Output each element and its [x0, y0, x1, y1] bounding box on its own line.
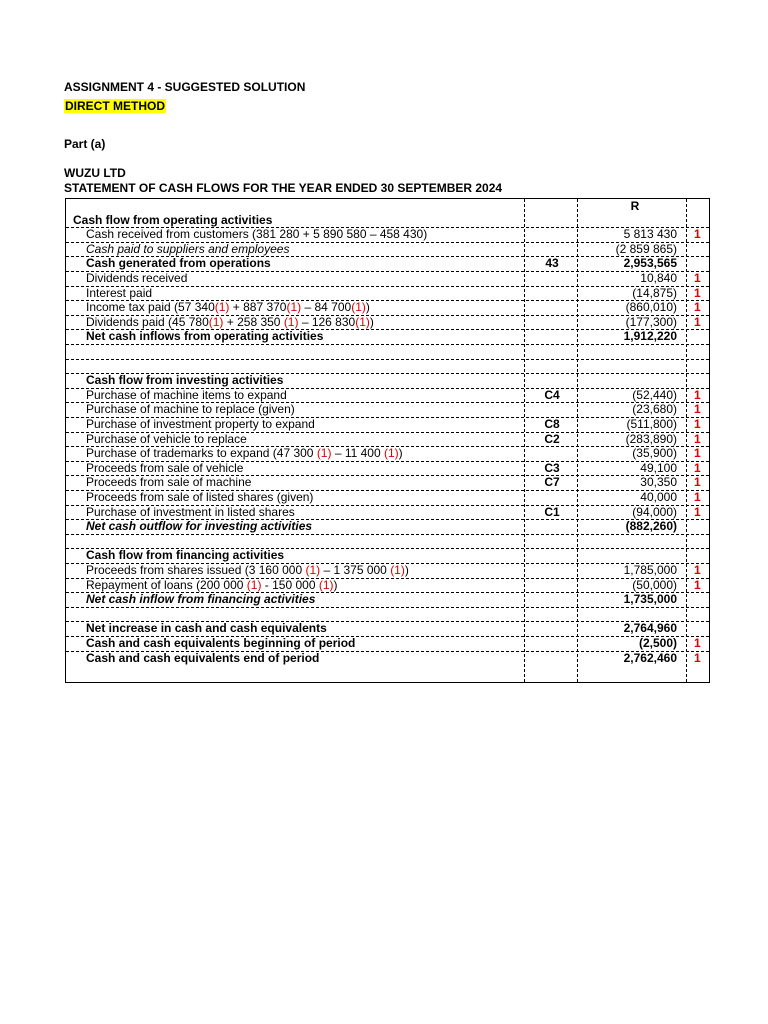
description-text: – 126 830 — [298, 314, 356, 329]
description-text: Cash and cash equivalents end of period — [86, 650, 320, 665]
table-row — [66, 433, 709, 448]
description-text: Purchase of investment property to expand — [86, 417, 315, 431]
row-description — [86, 549, 284, 563]
row-amount: (177,300) — [625, 314, 677, 329]
row-note-ref: C3 — [544, 460, 560, 475]
table-row — [66, 520, 709, 535]
description-text: ) — [404, 563, 409, 577]
description-text: Proceeds from sale of vehicle — [86, 460, 244, 475]
description-text: + 258 350 — [223, 314, 284, 329]
row-mark: 1 — [694, 387, 701, 402]
row-description — [86, 564, 409, 578]
row-mark: 1 — [694, 504, 701, 519]
mark-allocation: (1) — [390, 563, 405, 577]
description-text: Proceeds from shares issued (3 160 000 — [86, 563, 306, 577]
description-text: ) — [398, 446, 403, 461]
part-label: Part (a) — [64, 137, 106, 151]
row-description — [86, 476, 251, 490]
row-amount: (35,900) — [632, 446, 677, 461]
cash-flow-table — [65, 198, 710, 683]
row-description — [73, 214, 272, 228]
row-description — [86, 491, 313, 505]
row-mark: 1 — [694, 475, 701, 490]
description-text: Net increase in cash and cash equivalents — [86, 621, 327, 636]
row-amount: (50,000) — [632, 577, 677, 592]
row-note-ref: C1 — [544, 504, 560, 519]
row-amount: (283,890) — [625, 431, 677, 446]
description-text: Dividends paid (45 780 — [86, 314, 209, 329]
description-text: Cash flow from investing activities — [86, 373, 284, 388]
row-mark: 1 — [694, 431, 701, 446]
row-mark: 1 — [694, 460, 701, 475]
row-amount: 2,762,460 — [623, 650, 677, 665]
row-amount: (2,500) — [638, 636, 677, 650]
table-row — [66, 316, 709, 331]
description-text: Net cash inflows from operating activities — [86, 329, 324, 344]
row-note-ref: 43 — [545, 256, 559, 271]
mark-allocation: (1) — [208, 314, 224, 329]
mark-allocation: (1) — [355, 314, 370, 329]
row-mark: 1 — [694, 636, 701, 650]
row-amount: 1,912,220 — [623, 329, 677, 344]
row-mark: 1 — [694, 402, 701, 417]
row-amount: 2,953,565 — [623, 256, 677, 271]
description-text: ) — [369, 314, 374, 329]
row-amount: 49,100 — [640, 460, 677, 475]
row-amount: (882,260) — [625, 519, 677, 534]
row-amount: 1,785,000 — [623, 563, 677, 577]
row-amount: (2 859 865) — [615, 241, 677, 256]
description-text: Interest paid — [86, 285, 153, 300]
row-description — [86, 389, 287, 403]
description-text: Income tax paid (57 340 — [86, 300, 215, 315]
description-text: – 84 700 — [301, 300, 352, 315]
statement-title: STATEMENT OF CASH FLOWS FOR THE YEAR ENDED 30 SEPTEMBER 2024 — [64, 181, 503, 195]
table-row — [66, 608, 709, 623]
table-row — [66, 272, 709, 287]
description-text: Cash received from customers (381 280 + 5 890 580 – 458 430) — [86, 227, 428, 242]
description-text: Purchase of machine items to expand — [86, 387, 287, 402]
table-row — [66, 403, 709, 418]
row-amount: 5 813 430 — [623, 227, 677, 242]
description-text: Net cash inflow from financing activities — [86, 592, 316, 607]
row-description — [86, 272, 187, 286]
table-row — [66, 330, 709, 345]
table-row — [66, 462, 709, 477]
description-text: – 1 375 000 — [320, 563, 391, 577]
description-text: Cash flow from financing activities — [86, 548, 285, 563]
row-mark: 1 — [694, 227, 701, 242]
row-amount: 40,000 — [640, 490, 677, 504]
table-row — [66, 564, 709, 579]
description-text: Cash flow from operating activities — [73, 212, 273, 227]
row-description — [86, 287, 152, 301]
row-description — [86, 330, 323, 344]
description-text: Purchase of machine to replace (given) — [86, 402, 295, 417]
description-text: Purchase of investment in listed shares — [86, 504, 295, 519]
row-mark: 1 — [694, 417, 701, 431]
table-row — [66, 506, 709, 521]
mark-allocation: (1) — [246, 577, 262, 592]
mark-allocation: (1) — [286, 300, 302, 315]
row-description — [86, 433, 247, 447]
row-description — [86, 462, 243, 476]
mark-allocation: (1) — [351, 300, 366, 315]
table-row — [66, 257, 709, 272]
row-amount: (14,875) — [632, 285, 677, 300]
row-description — [86, 403, 295, 417]
row-amount: 1,735,000 — [623, 592, 677, 607]
row-mark: 1 — [694, 490, 701, 504]
table-row — [66, 535, 709, 550]
row-description — [86, 622, 327, 636]
description-text: Dividends received — [86, 271, 188, 285]
row-description — [86, 301, 370, 315]
description-text: ) — [333, 577, 338, 592]
table-row — [66, 418, 709, 433]
table-row — [66, 476, 709, 491]
row-mark: 1 — [694, 285, 701, 300]
row-mark: 1 — [694, 577, 701, 592]
description-text: Cash generated from operations — [86, 256, 271, 271]
description-text: Proceeds from sale of listed shares (given) — [86, 490, 314, 504]
mark-allocation: (1) — [318, 577, 334, 592]
row-amount: (23,680) — [632, 402, 677, 417]
row-description — [86, 579, 338, 593]
row-description — [86, 228, 427, 242]
description-text: Cash and cash equivalents beginning of period — [86, 636, 356, 650]
row-note-ref: C2 — [544, 431, 560, 446]
description-text: Repayment of loans (200 000 — [86, 577, 247, 592]
row-amount: (511,800) — [626, 417, 677, 431]
row-description — [86, 243, 289, 257]
row-description — [86, 316, 374, 330]
table-row — [66, 447, 709, 462]
table-row — [66, 374, 709, 389]
description-text: ) — [365, 300, 370, 315]
row-mark: 1 — [694, 300, 701, 315]
method-highlight: DIRECT METHOD — [65, 99, 165, 113]
row-amount: (860,010) — [625, 300, 677, 315]
description-text: Proceeds from sale of machine — [86, 475, 252, 490]
description-text: – 11 400 — [331, 446, 384, 461]
mark-allocation: (1) — [305, 563, 321, 577]
row-amount: 10,840 — [640, 271, 677, 285]
description-text: Purchase of trademarks to expand (47 300 — [86, 446, 317, 461]
row-mark: 1 — [694, 563, 701, 577]
row-mark: 1 — [694, 271, 701, 285]
company-name: WUZU LTD — [64, 166, 126, 180]
description-text: Net cash outflow for investing activities — [86, 519, 313, 534]
table-row — [66, 622, 709, 637]
description-text: Purchase of vehicle to replace — [86, 431, 247, 446]
table-row — [66, 360, 709, 375]
row-amount: 2,764,960 — [623, 621, 677, 636]
assignment-title: ASSIGNMENT 4 - SUGGESTED SOLUTION — [64, 80, 306, 94]
table-row — [66, 549, 709, 564]
row-description — [86, 652, 319, 666]
row-mark: 1 — [694, 314, 701, 329]
table-row — [66, 214, 709, 229]
method-label — [64, 99, 166, 113]
table-row — [66, 491, 709, 506]
currency-header: R — [630, 199, 640, 213]
table-row — [66, 228, 709, 243]
row-description — [86, 593, 315, 607]
row-description — [86, 418, 315, 432]
row-note-ref: C8 — [544, 417, 560, 431]
row-note-ref: C7 — [544, 475, 560, 490]
table-row — [66, 301, 709, 316]
table-row — [66, 243, 709, 258]
mark-allocation: (1) — [316, 446, 332, 461]
table-row — [66, 593, 709, 608]
table-row — [66, 652, 709, 667]
row-description — [86, 520, 312, 534]
row-amount: 30,350 — [640, 475, 677, 490]
row-mark: 1 — [694, 446, 701, 461]
row-description — [86, 374, 283, 388]
row-description — [86, 506, 295, 520]
description-text: Cash paid to suppliers and employees — [86, 241, 290, 256]
description-text: + 887 370 — [229, 300, 287, 315]
row-amount: (94,000) — [632, 504, 677, 519]
row-description — [86, 257, 271, 271]
table-row — [66, 579, 709, 594]
row-amount: (52,440) — [632, 387, 677, 402]
row-mark: 1 — [694, 650, 701, 665]
row-description — [86, 447, 403, 461]
currency-header-row — [66, 199, 709, 214]
table-row — [66, 345, 709, 360]
row-note-ref: C4 — [544, 387, 560, 402]
mark-allocation: (1) — [283, 314, 299, 329]
description-text: - 150 000 — [261, 577, 319, 592]
mark-allocation: (1) — [383, 446, 399, 461]
table-row — [66, 287, 709, 302]
table-row — [66, 637, 709, 652]
row-description — [86, 637, 355, 651]
table-row — [66, 389, 709, 404]
mark-allocation: (1) — [214, 300, 230, 315]
